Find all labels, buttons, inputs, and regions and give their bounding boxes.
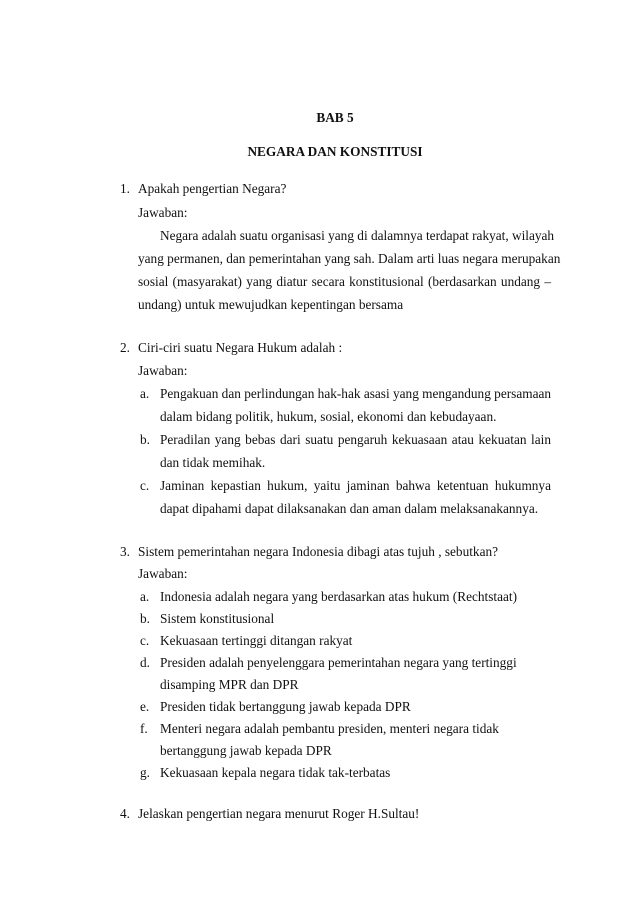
q4-number: 4. <box>120 806 130 821</box>
q2-item-line: Jaminan kepastian hukum, yaitu jaminan bahwa ketentuan hukumnya <box>160 478 551 493</box>
q3-item-line: Presiden adalah penyelenggara pemerintahan negara yang tertinggi <box>160 655 517 670</box>
q3-answer-label: Jawaban: <box>138 566 188 581</box>
q1-question: Apakah pengertian Negara? <box>138 181 287 196</box>
q3-number: 3. <box>120 544 130 559</box>
q3-item-marker: a. <box>140 589 150 604</box>
q1-answer-label: Jawaban: <box>138 205 188 220</box>
q2-question: Ciri-ciri suatu Negara Hukum adalah : <box>138 340 343 355</box>
q2-item-line: Pengakuan dan perlindungan hak-hak asasi yang mengandung persamaan <box>160 386 552 401</box>
q1-answer-line: undang) untuk mewujudkan kepentingan bersama <box>138 297 404 312</box>
q3-item-marker: d. <box>140 655 150 670</box>
q3-item-line: Kekuasaan kepala negara tidak tak-terbatas <box>160 765 391 780</box>
q2-item-line: dapat dipahami dapat dilaksanakan dan aman dalam melaksanakannya. <box>160 501 539 516</box>
q2-item-line: dalam bidang politik, hukum, sosial, ekonomi dan kebudayaan. <box>160 409 497 424</box>
q2-item-marker: a. <box>140 386 150 401</box>
q3-item-line: bertanggung jawab kepada DPR <box>160 743 332 758</box>
q1-answer-line: Negara adalah suatu organisasi yang di dalamnya terdapat rakyat, wilayah <box>160 228 555 243</box>
q3-item-marker: e. <box>140 699 150 714</box>
q1-answer-line: sosial (masyarakat) yang diatur secara konstitusional (berdasarkan undang – <box>138 274 551 289</box>
q3-item-line: Indonesia adalah negara yang berdasarkan atas hukum (Rechtstaat) <box>160 589 518 604</box>
q4-question: Jelaskan pengertian negara menurut Roger H.Sultau! <box>138 806 420 821</box>
page-title: NEGARA DAN KONSTITUSI <box>247 144 423 159</box>
q3-item-marker: b. <box>140 611 150 626</box>
q3-item-line: disamping MPR dan DPR <box>160 677 299 692</box>
q3-item-marker: f. <box>140 721 148 736</box>
q3-item-marker: c. <box>140 633 150 648</box>
chapter-heading: BAB 5 <box>316 110 354 125</box>
q2-item-marker: c. <box>140 478 150 493</box>
q2-item-line: Peradilan yang bebas dari suatu pengaruh kekuasaan atau kekuatan lain <box>160 432 551 447</box>
q3-question: Sistem pemerintahan negara Indonesia dibagi atas tujuh , sebutkan? <box>138 544 499 559</box>
q3-item-line: Presiden tidak bertanggung jawab kepada DPR <box>160 699 411 714</box>
q3-item-marker: g. <box>140 765 150 780</box>
q1-answer-line: yang permanen, dan pemerintahan yang sah. Dalam arti luas negara merupakan <box>138 251 561 266</box>
q2-item-line: dan tidak memihak. <box>160 455 266 470</box>
q3-item-line: Menteri negara adalah pembantu presiden, menteri negara tidak <box>160 721 499 736</box>
q2-item-marker: b. <box>140 432 150 447</box>
q3-item-line: Sistem konstitusional <box>160 611 275 626</box>
q2-number: 2. <box>120 340 130 355</box>
q1-number: 1. <box>120 181 130 196</box>
q3-item-line: Kekuasaan tertinggi ditangan rakyat <box>160 633 353 648</box>
q2-answer-label: Jawaban: <box>138 363 188 378</box>
